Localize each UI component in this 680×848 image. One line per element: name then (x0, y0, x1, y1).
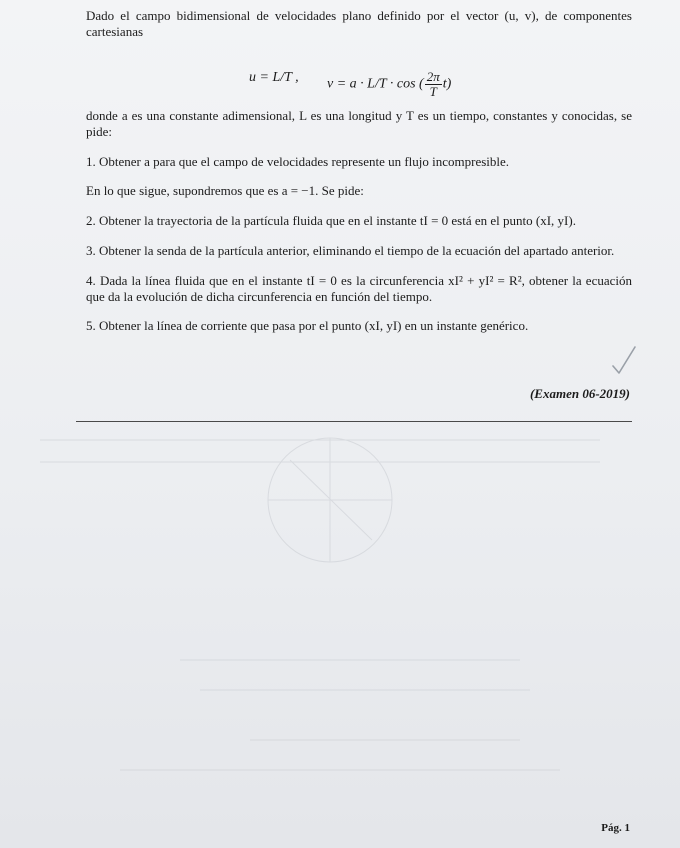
u-component: u = L/T , (249, 70, 299, 85)
question-1: 1. Obtener a para que el campo de velocidades represente un flujo incompresible. (86, 154, 510, 169)
fraction-numerator: 2π (426, 69, 440, 84)
question-3: 3. Obtener la senda de la partícula anterior, eliminando el tiempo de la ecuación del apartado anterior. (86, 243, 615, 258)
assumption-line: En lo que sigue, supondremos que es a = −1. Se pide: (86, 183, 364, 198)
v-suffix: t) (442, 76, 452, 92)
cosine-fraction (425, 70, 442, 99)
checkmark-icon (610, 344, 638, 376)
question-4: 4. Dada la línea fluida que en el instante tI = 0 es la circunferencia xI² + yI² = R², obtener la ecuación que da la evolución de dicha circunferencia en función del tiempo. (86, 273, 632, 304)
problem-statement (86, 8, 632, 334)
velocity-field-formula (86, 56, 632, 100)
question-2: 2. Obtener la trayectoria de la partícula fluida que en el instante tI = 0 está en el punto (xI, yI). (86, 213, 576, 228)
constants-description: donde a es una constante adimensional, L es una longitud y T es un tiempo, constantes y conocidas, se pide: (86, 108, 632, 139)
v-prefix: v = a · L/T · cos ( (327, 76, 424, 92)
question-5: 5. Obtener la línea de corriente que pasa por el punto (xI, yI) en un instante genérico. (86, 318, 529, 333)
intro-paragraph: Dado el campo bidimensional de velocidades plano definido por el vector (u, v), de componentes cartesianas (86, 8, 632, 39)
fraction-denominator: T (429, 84, 437, 99)
page-number: Pág. 1 (601, 822, 630, 834)
divider-line (76, 421, 632, 422)
v-component (327, 70, 451, 99)
exam-label: (Examen 06-2019) (529, 386, 630, 401)
